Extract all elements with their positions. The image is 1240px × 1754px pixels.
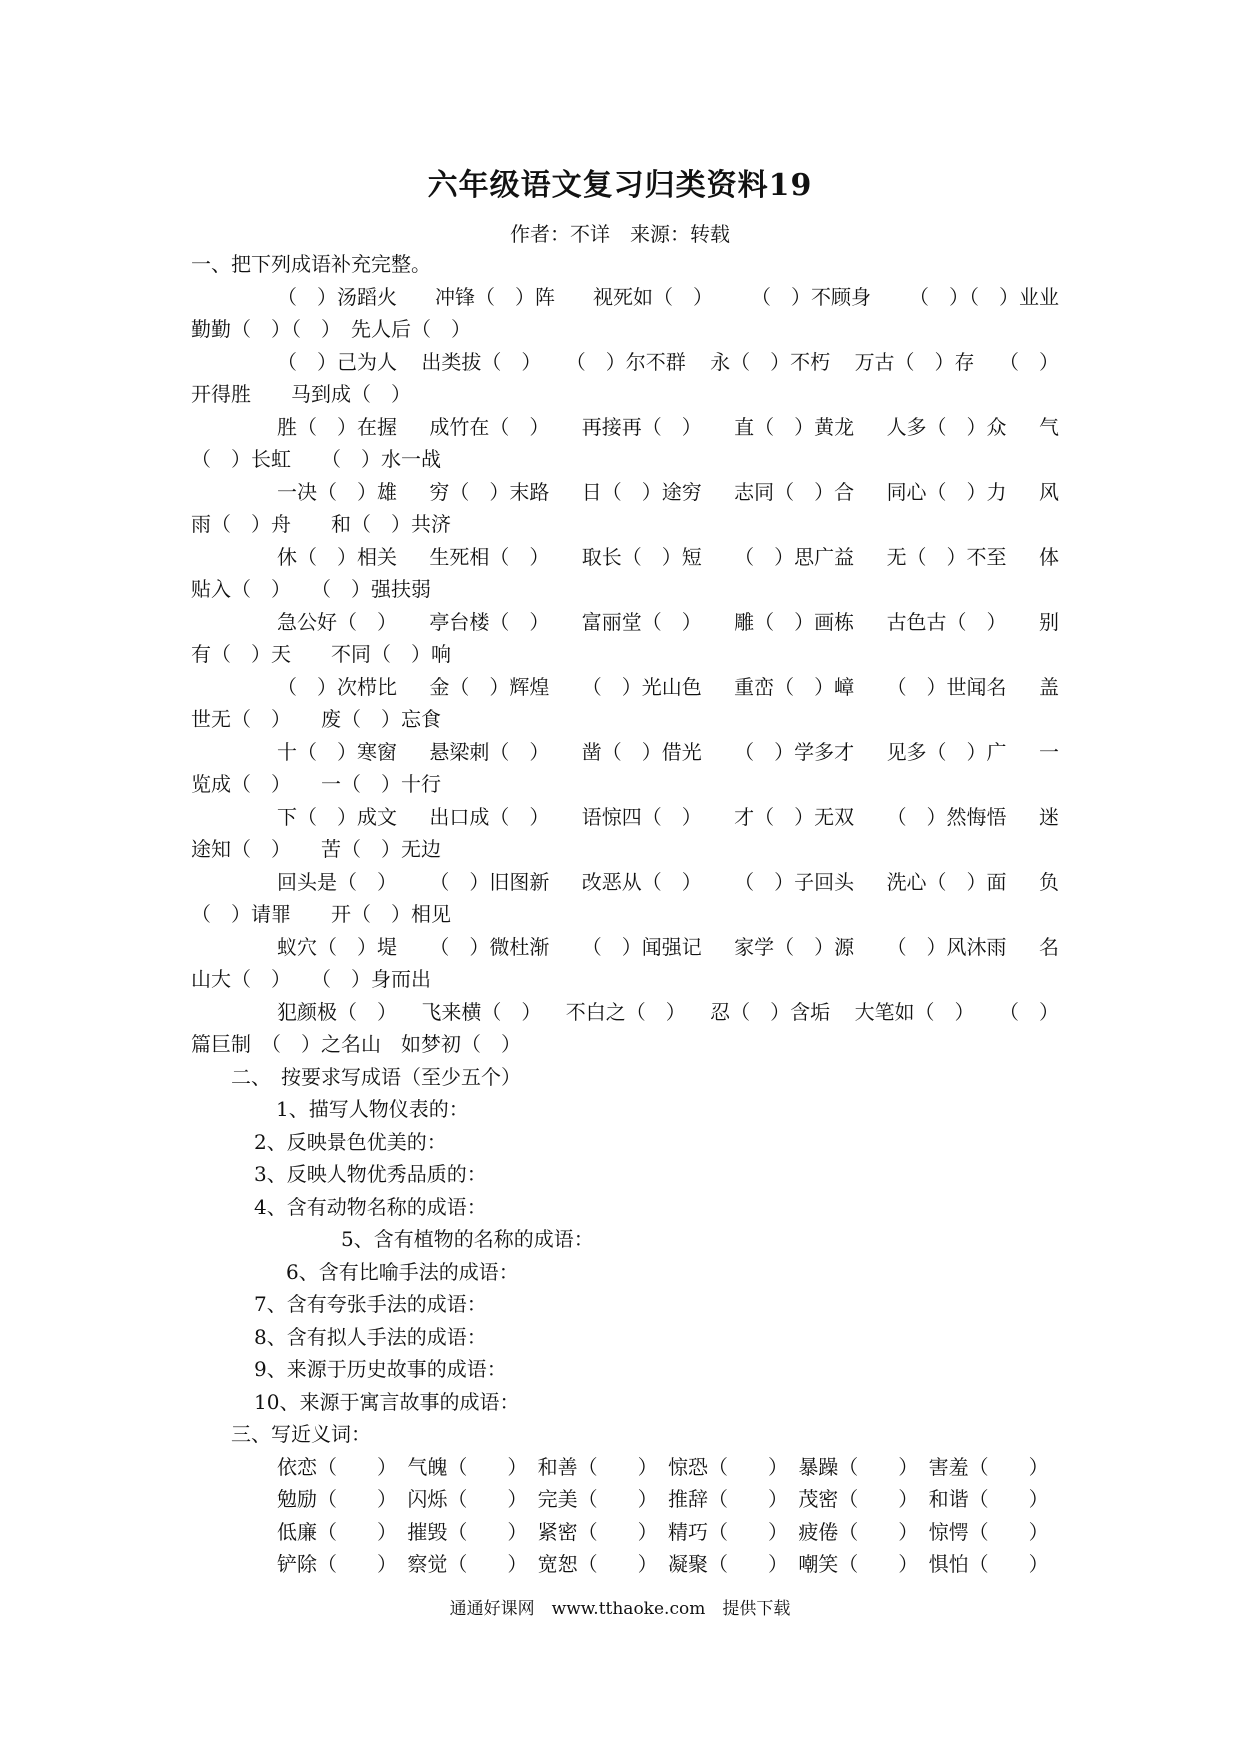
synonym-item: 宽恕（ ） [537, 1552, 658, 1576]
idiom-blank: 见多（ ）广 [886, 739, 1007, 764]
idiom-row-continuation: 雨（ ）舟 和（ ）共济 [191, 512, 451, 536]
idiom-blank: 一决（ ）雄 [277, 479, 397, 504]
section-3-rows [191, 1451, 1059, 1581]
idiom-blank: （ ）尔不群 [565, 349, 686, 374]
idiom-row-continuation: 开得胜 马到成（ ） [191, 382, 411, 406]
requirement-item: 7、含有夸张手法的成语： [254, 1292, 487, 1316]
idiom-row-continuation: 山大（ ） （ ）身而出 [191, 967, 431, 991]
idiom-row [191, 736, 1059, 769]
idiom-blank: 回头是（ ） [277, 869, 397, 894]
synonym-item: 推辞（ ） [667, 1487, 788, 1511]
idiom-blank: 富丽堂（ ） [581, 609, 702, 634]
page-title: 六年级语文复习归类资料19 [427, 168, 813, 203]
idiom-blank: 同心（ ）力 [886, 479, 1007, 504]
requirement-item: 9、来源于历史故事的成语： [254, 1357, 507, 1381]
idiom-blank: （ ）汤蹈火 [277, 284, 397, 309]
idiom-blank: 犯颜极（ ） [277, 999, 397, 1024]
idiom-blank: （ ）学多才 [734, 739, 855, 764]
idiom-blank: 负 [1038, 869, 1059, 894]
idiom-blank: （ ）（ ）业业 [909, 284, 1059, 309]
idiom-blank: 人多（ ）众 [886, 414, 1007, 439]
idiom-blank: 改恶从（ ） [581, 869, 702, 894]
idiom-blank: 名 [1038, 934, 1059, 959]
idiom-blank: 穷（ ）末路 [429, 479, 550, 504]
synonym-item: 和善（ ） [537, 1454, 658, 1479]
synonym-item: 疲倦（ ） [798, 1519, 919, 1544]
idiom-blank: 重峦（ ）嶂 [734, 674, 855, 699]
idiom-row-continuation: 有（ ）天 不同（ ）响 [191, 642, 451, 666]
idiom-row [191, 281, 1059, 314]
idiom-blank: 雕（ ）画栋 [734, 609, 855, 634]
footer-download-note: 通通好课网 www.tthaoke.com 提供下载 [449, 1599, 791, 1619]
synonym-item: 害羞（ ） [928, 1454, 1049, 1479]
idiom-blank: 取长（ ）短 [581, 544, 702, 569]
idiom-row-continuation: 览成（ ） 一（ ）十行 [191, 772, 441, 796]
section-2-items [191, 1093, 1059, 1418]
idiom-blank: 不白之（ ） [565, 999, 686, 1024]
idiom-row [191, 541, 1059, 574]
requirement-item: 3、反映人物优秀品质的： [254, 1162, 487, 1186]
idiom-row [191, 476, 1059, 509]
synonym-item: 暴躁（ ） [798, 1454, 919, 1479]
idiom-blank: 飞来横（ ） [421, 999, 542, 1024]
document-body [191, 248, 1059, 1581]
idiom-row [191, 866, 1059, 899]
section-3-heading: 三、写近义词： [231, 1422, 371, 1446]
idiom-blank: 永（ ）不朽 [710, 349, 831, 374]
idiom-blank: 悬梁刺（ ） [429, 739, 550, 764]
idiom-blank: 亭台楼（ ） [429, 609, 550, 634]
idiom-blank: 出口成（ ） [429, 804, 550, 829]
synonym-item: 精巧（ ） [667, 1519, 788, 1544]
section-2-heading: 二、 按要求写成语（至少五个） [231, 1064, 521, 1089]
idiom-row-continuation: 途知（ ） 苦（ ）无边 [191, 837, 441, 861]
idiom-blank: （ ）不顾身 [751, 284, 871, 309]
idiom-blank: （ ）思广益 [734, 544, 855, 569]
requirement-item: 8、含有拟人手法的成语： [254, 1324, 487, 1349]
idiom-row [191, 931, 1059, 964]
idiom-blank: 出类拔（ ） [421, 349, 542, 374]
requirement-item: 1、描写人物仪表的： [276, 1097, 469, 1121]
idiom-blank: 下（ ）成文 [277, 804, 397, 829]
idiom-blank: 万古（ ）存 [854, 349, 975, 374]
idiom-blank: 盖 [1038, 674, 1059, 699]
requirement-item: 4、含有动物名称的成语： [254, 1194, 487, 1219]
synonym-item: 惊愕（ ） [928, 1519, 1049, 1544]
synonym-item: 低廉（ ） [277, 1519, 397, 1544]
idiom-blank: 胜（ ）在握 [277, 414, 397, 439]
idiom-blank: 迷 [1038, 804, 1059, 829]
idiom-blank: 凿（ ）借光 [581, 739, 702, 764]
idiom-blank: 日（ ）途穷 [581, 479, 702, 504]
idiom-row [191, 996, 1059, 1029]
idiom-blank: 别 [1038, 609, 1059, 634]
idiom-blank: 古色古（ ） [886, 609, 1007, 634]
synonym-row [191, 1483, 1059, 1516]
idiom-blank: 一 [1038, 739, 1059, 764]
idiom-row [191, 411, 1059, 444]
idiom-row [191, 606, 1059, 639]
requirement-item: 10、来源于寓言故事的成语： [254, 1389, 520, 1414]
idiom-blank: 无（ ）不至 [886, 544, 1007, 569]
idiom-blank: 休（ ）相关 [277, 544, 397, 569]
idiom-row [191, 801, 1059, 834]
synonym-item: 闪烁（ ） [407, 1487, 528, 1511]
idiom-blank: 大笔如（ ） [854, 999, 975, 1024]
idiom-blank: （ ）然悔悟 [886, 804, 1007, 829]
synonym-row [191, 1548, 1059, 1581]
section-1-heading: 一、把下列成语补充完整。 [191, 252, 431, 276]
idiom-blank: 洗心（ ）面 [886, 869, 1007, 894]
idiom-row-continuation: （ ）长虹 （ ）水一战 [191, 447, 441, 471]
synonym-item: 勉励（ ） [277, 1487, 397, 1511]
idiom-blank: （ ）己为人 [277, 349, 397, 374]
section-1-rows [191, 281, 1059, 1061]
synonym-item: 察觉（ ） [407, 1552, 528, 1576]
synonym-item: 茂密（ ） [798, 1487, 919, 1511]
idiom-row-continuation: （ ）请罪 开（ ）相见 [191, 902, 451, 926]
idiom-blank: 十（ ）寒窗 [277, 739, 397, 764]
synonym-item: 完美（ ） [537, 1487, 658, 1511]
synonym-item: 铲除（ ） [277, 1552, 397, 1576]
idiom-blank: 冲锋（ ）阵 [435, 284, 555, 309]
idiom-blank: （ ）闻强记 [581, 934, 702, 959]
idiom-blank: （ ） [998, 349, 1059, 374]
idiom-blank: 金（ ）辉煌 [429, 674, 550, 699]
idiom-blank: 才（ ）无双 [734, 804, 855, 829]
requirement-item: 2、反映景色优美的： [254, 1129, 447, 1154]
synonym-item: 摧毁（ ） [407, 1519, 528, 1544]
idiom-blank: 志同（ ）合 [734, 479, 855, 504]
synonym-row [191, 1516, 1059, 1549]
idiom-blank: 体 [1038, 544, 1059, 569]
idiom-row-continuation: 篇巨制 （ ）之名山 如梦初（ ） [191, 1032, 521, 1056]
idiom-blank: （ ）风沐雨 [886, 934, 1007, 959]
idiom-blank: （ ）世闻名 [886, 674, 1007, 699]
idiom-blank: 视死如（ ） [593, 284, 713, 309]
synonym-row [191, 1451, 1059, 1484]
synonym-item: 依恋（ ） [277, 1454, 397, 1479]
synonym-item: 紧密（ ） [537, 1519, 658, 1544]
idiom-blank: （ ） [998, 999, 1059, 1024]
synonym-item: 凝聚（ ） [667, 1552, 788, 1576]
idiom-row [191, 671, 1059, 704]
synonym-item: 嘲笑（ ） [798, 1552, 919, 1576]
idiom-row-continuation: 勤勤（ ）（ ） 先人后（ ） [191, 317, 471, 341]
idiom-blank: 语惊四（ ） [581, 804, 702, 829]
idiom-row-continuation: 世无（ ） 废（ ）忘食 [191, 707, 441, 731]
requirement-item: 5、含有植物的名称的成语： [341, 1227, 594, 1251]
idiom-blank: （ ）微杜渐 [429, 934, 550, 959]
idiom-blank: （ ）次栉比 [277, 674, 397, 699]
idiom-blank: 风 [1038, 479, 1059, 504]
requirement-item: 6、含有比喻手法的成语： [286, 1259, 519, 1284]
synonym-item: 和谐（ ） [928, 1487, 1049, 1511]
idiom-blank: 蚁穴（ ）堤 [277, 934, 397, 959]
synonym-item: 惊恐（ ） [667, 1454, 788, 1479]
idiom-blank: 直（ ）黄龙 [734, 414, 855, 439]
idiom-blank: （ ）旧图新 [429, 869, 550, 894]
idiom-row [191, 346, 1059, 379]
idiom-blank: 生死相（ ） [429, 544, 550, 569]
idiom-blank: 成竹在（ ） [429, 414, 550, 439]
idiom-blank: 家学（ ）源 [734, 934, 855, 959]
idiom-blank: 急公好（ ） [277, 609, 397, 634]
idiom-blank: （ ）光山色 [581, 674, 702, 699]
idiom-blank: 忍（ ）含垢 [710, 999, 831, 1024]
idiom-row-continuation: 贴入（ ） （ ）强扶弱 [191, 577, 431, 601]
idiom-blank: （ ）子回头 [734, 869, 855, 894]
synonym-item: 气魄（ ） [407, 1454, 528, 1479]
idiom-blank: 气 [1038, 414, 1059, 439]
idiom-blank: 再接再（ ） [581, 414, 702, 439]
author-source-line: 作者：不详 来源：转载 [510, 222, 730, 246]
synonym-item: 惧怕（ ） [928, 1552, 1049, 1576]
